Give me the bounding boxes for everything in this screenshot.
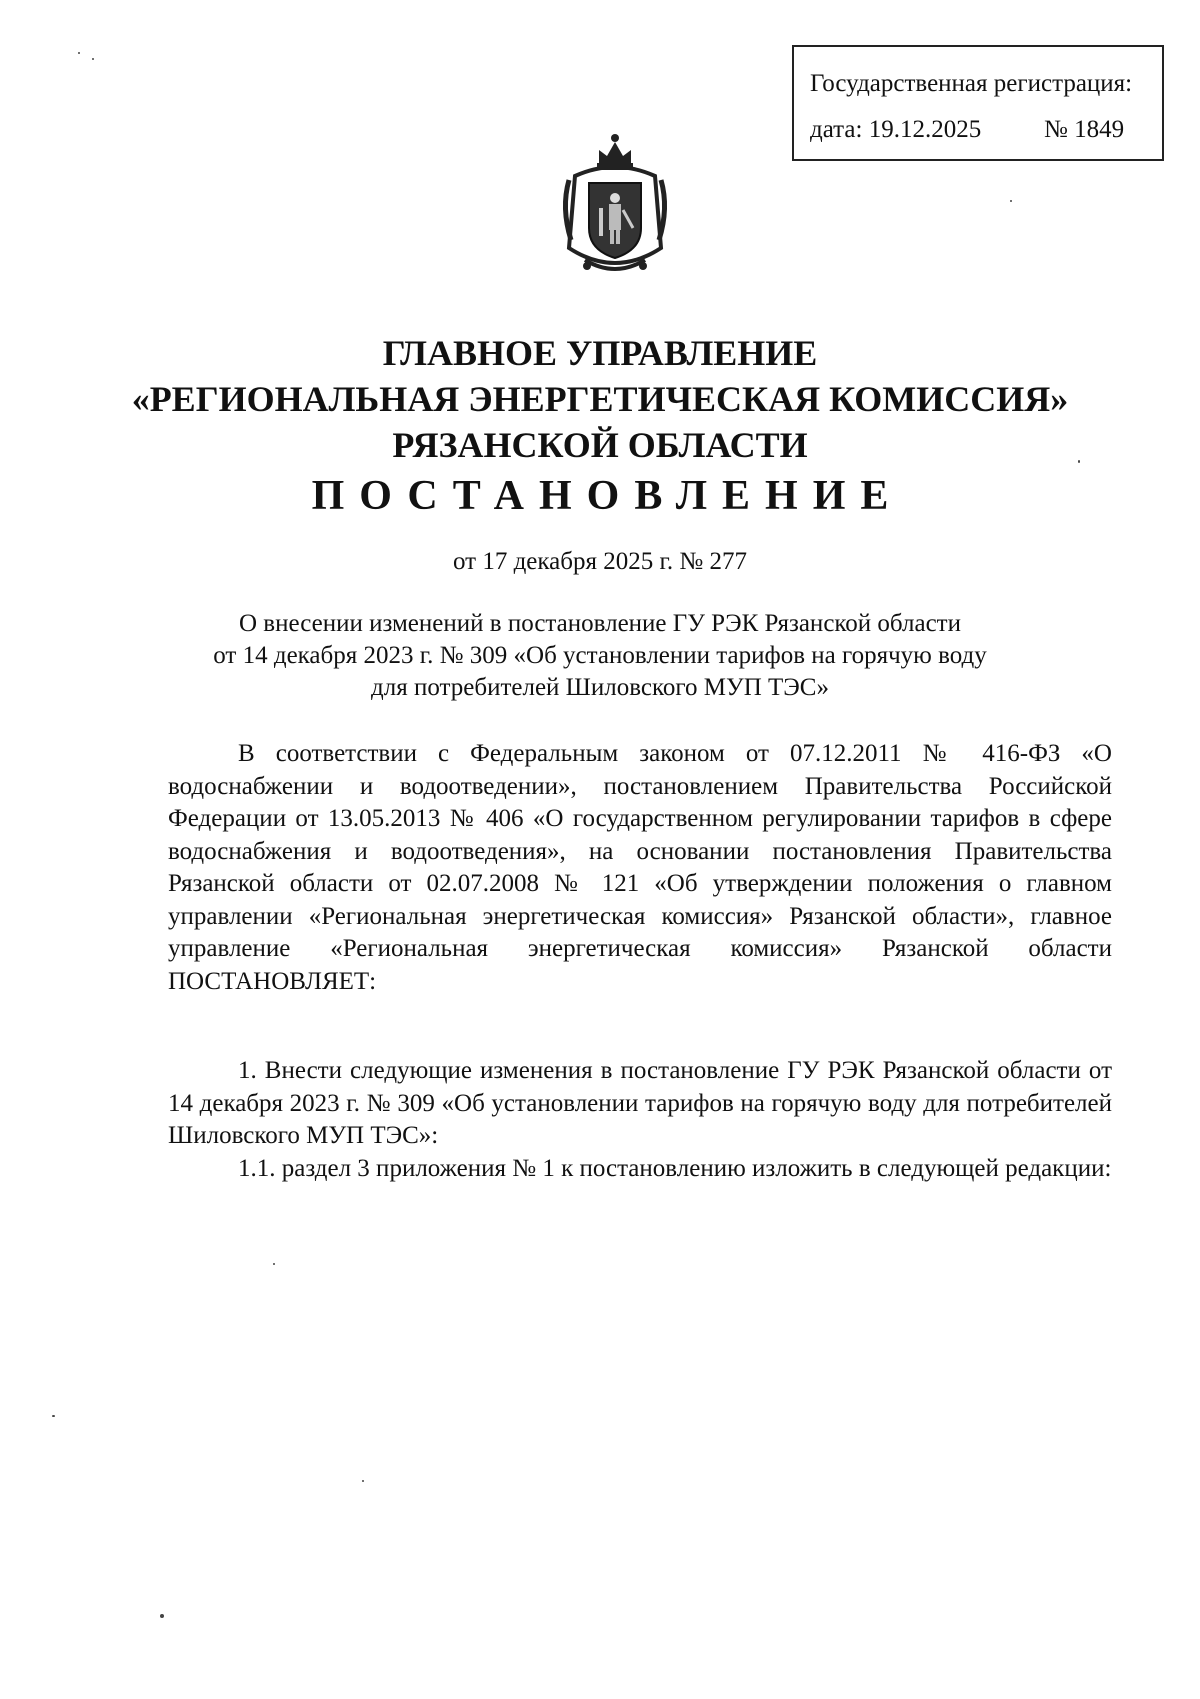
document-date-number: от 17 декабря 2025 г. № 277 [452,548,748,575]
registration-number: № 1849 [1044,116,1125,143]
preamble-section [168,738,1112,998]
subject-line-1: О внесении изменений в постановление ГУ РЭК Рязанской области [239,610,961,637]
scan-speck [273,1263,275,1265]
item-1-1-paragraph: 1.1. раздел 3 приложения № 1 к постановлению изложить в следующей редакции: [238,1154,1112,1182]
scan-speck [160,1614,164,1618]
preamble-paragraph: В соответствии с Федеральным законом от 07.12.2011 № 416-ФЗ «О водоснабжении и водоотведении», постановлением Правительства Российской Федерации от 13.05.2013 № 406 «О государственном регулировании тарифов в сфере водоснабжения и водоотведения», на основании постановления Правительства Рязанской области от 02.07.2008 № 121 «Об утверждении положения о главном управлении «Региональная энергетическая комиссия» Рязанской области», главное управление «Региональная энергетическая комиссия» Рязанской области ПОСТАНОВЛЯЕТ: [168,740,1112,995]
scan-speck [1010,200,1012,202]
agency-line-1: ГЛАВНОЕ УПРАВЛЕНИЕ [382,333,818,373]
scan-speck [1078,460,1080,463]
document-subject [0,608,1200,704]
scan-speck [92,58,94,60]
agency-line-3: РЯЗАНСКОЙ ОБЛАСТИ [392,425,808,465]
ryazan-coat-of-arms-icon [555,128,675,286]
scan-speck [362,1480,364,1482]
agency-name [0,330,1200,468]
resolution-items [168,1055,1112,1185]
subject-line-2: от 14 декабря 2023 г. № 309 «Об установлении тарифов на горячую воду [213,642,987,669]
scan-speck [78,52,80,54]
agency-line-2: «РЕГИОНАЛЬНАЯ ЭНЕРГЕТИЧЕСКАЯ КОМИССИЯ» [131,379,1069,419]
scan-speck [52,1415,55,1417]
item-1-paragraph: 1. Внести следующие изменения в постановление ГУ РЭК Рязанской области от 14 декабря 2023 г. № 309 «Об установлении тарифов на горячую воду для потребителей Шиловского МУП ТЭС»: [168,1057,1112,1149]
subject-line-3: для потребителей Шиловского МУП ТЭС» [371,674,829,701]
state-registration-stamp [792,45,1164,161]
registration-title: Государственная регистрация: [810,70,1133,97]
registration-date: дата: 19.12.2025 [810,116,982,143]
document-type: ПОСТАНОВЛЕНИЕ [311,473,904,519]
